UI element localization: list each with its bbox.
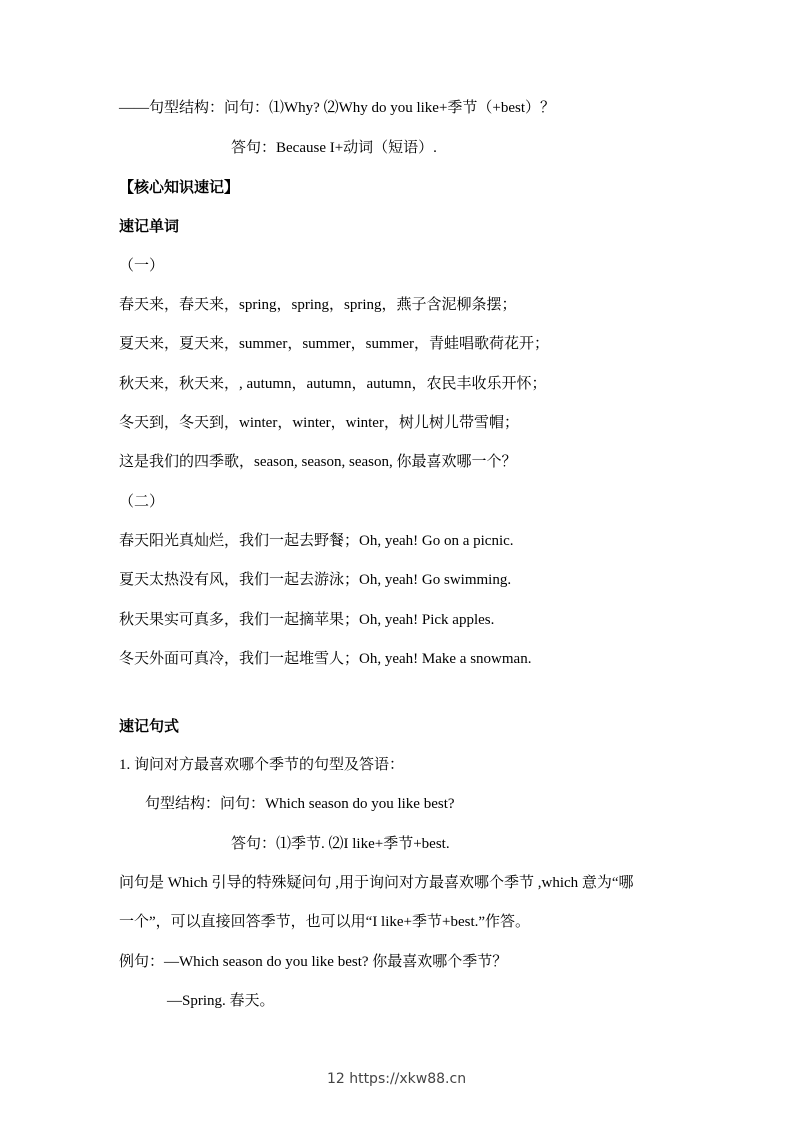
text-line: 秋天果实可真多，我们一起摘苹果；Oh, yeah! Pick apples. bbox=[119, 612, 495, 628]
text-line: 这是我们的四季歌，season, season, season, 你最喜欢哪一个？ bbox=[119, 454, 517, 470]
text-line: （二） bbox=[119, 494, 165, 510]
text-line: 问句是 Which 引导的特殊疑问句 ,用于询问对方最喜欢哪个季节 ,which 意为“哪 bbox=[119, 875, 634, 891]
text-line: 答句：Because I+动词（短语）. bbox=[231, 140, 437, 156]
text-line: ——句型结构：问句：⑴Why? ⑵Why do you like+季节（+best）？ bbox=[119, 100, 556, 116]
text-line: 答句：⑴季节. ⑵I like+季节+best. bbox=[231, 836, 450, 852]
text-line: 冬天到，冬天到，winter，winter，winter，树儿树儿带雪帽； bbox=[119, 415, 519, 431]
text-line: 秋天来，秋天来，, autumn，autumn，autumn，农民丰收乐开怀； bbox=[119, 376, 547, 392]
text-line: 夏天太热没有风，我们一起去游泳；Oh, yeah! Go swimming. bbox=[119, 572, 512, 588]
text-line: 冬天外面可真冷，我们一起堆雪人；Oh, yeah! Make a snowman. bbox=[119, 651, 532, 667]
text-line: 例句：—Which season do you like best? 你最喜欢哪个季节？ bbox=[119, 954, 508, 970]
text-line: 春天阳光真灿烂，我们一起去野餐；Oh, yeah! Go on a picnic. bbox=[119, 533, 514, 549]
text-line: 一个”，可以直接回答季节，也可以用“I like+季节+best.”作答。 bbox=[119, 914, 531, 930]
text-line: （一） bbox=[119, 258, 165, 274]
subsection-heading: 速记单词 bbox=[119, 217, 180, 235]
text-line: 夏天来，夏天来，summer，summer，summer，青蛙唱歌荷花开； bbox=[119, 336, 549, 352]
text-line: 1. 询问对方最喜欢哪个季节的句型及答语： bbox=[119, 757, 405, 773]
text-line: —Spring. 春天。 bbox=[167, 993, 275, 1009]
section-heading: 【核心知识速记】 bbox=[119, 178, 240, 196]
subsection-heading: 速记句式 bbox=[119, 717, 180, 735]
text-line: 春天来，春天来，spring，spring，spring，燕子含泥柳条摆； bbox=[119, 297, 517, 313]
page-footer: 12 https://xkw88.cn bbox=[326, 1071, 467, 1087]
text-line: 句型结构：问句：Which season do you like best? bbox=[145, 796, 455, 812]
